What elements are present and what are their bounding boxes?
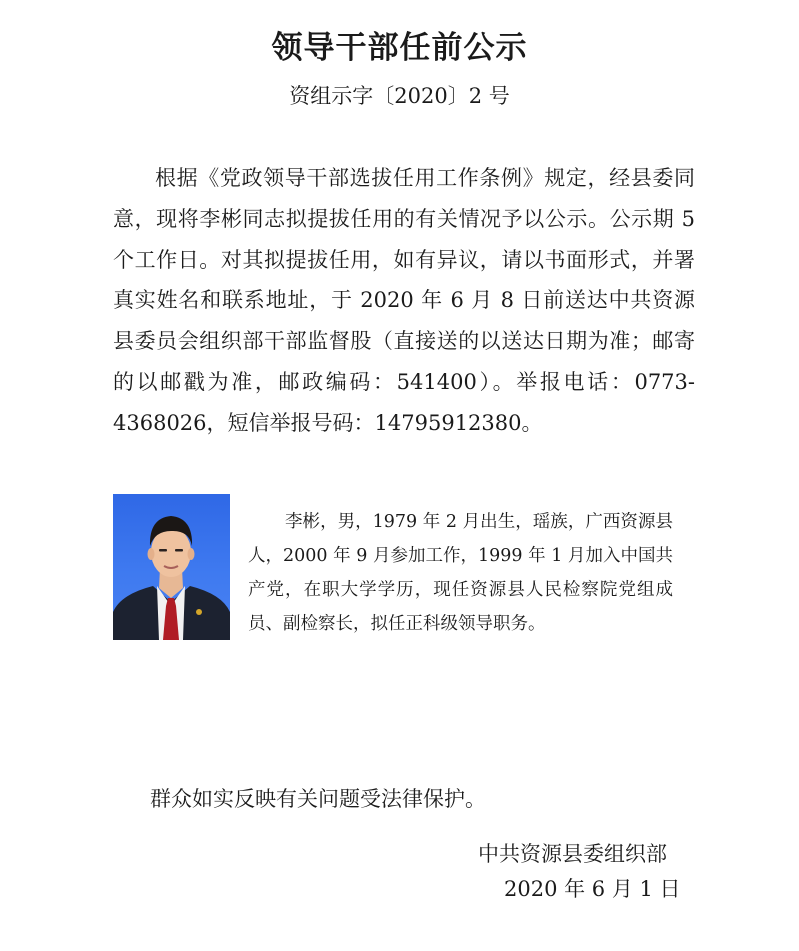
notice-title: 领导干部任前公示 [271, 30, 528, 66]
candidate-photo [113, 494, 230, 640]
document-number: 资组示字〔2020〕2 号 [289, 84, 510, 108]
signature-organization: 中共资源县委组织部 [478, 842, 667, 866]
legal-protection-note: 群众如实反映有关问题受法律保护。 [150, 787, 486, 811]
candidate-bio: 李彬，男，1979 年 2 月出生，瑶族，广西资源县人，2000 年 9 月参加工作，1999 年 1 月加入中国共产党，在职大学学历，现任资源县人民检察院党组成员、副检察长，拟任正科级领导职务。 [248, 512, 673, 634]
badge-icon [196, 609, 202, 615]
signature-date: 2020 年 6 月 1 日 [504, 877, 681, 901]
notice-body: 根据《党政领导干部选拔任用工作条例》规定，经县委同意，现将李彬同志拟提拔任用的有关情况予以公示。公示期 5 个工作日。对其拟提拔任用，如有异议，请以书面形式，并署真实姓名和联系地址，于 2020 年 6 月 8 日前送达中共资源县委员会组织部干部监督股（直接送的以送达日期为准；邮寄的以邮戳为准，邮政编码：541400）。举报电话：0773-4368026，短信举报号码：14795912380。 [113, 166, 695, 435]
